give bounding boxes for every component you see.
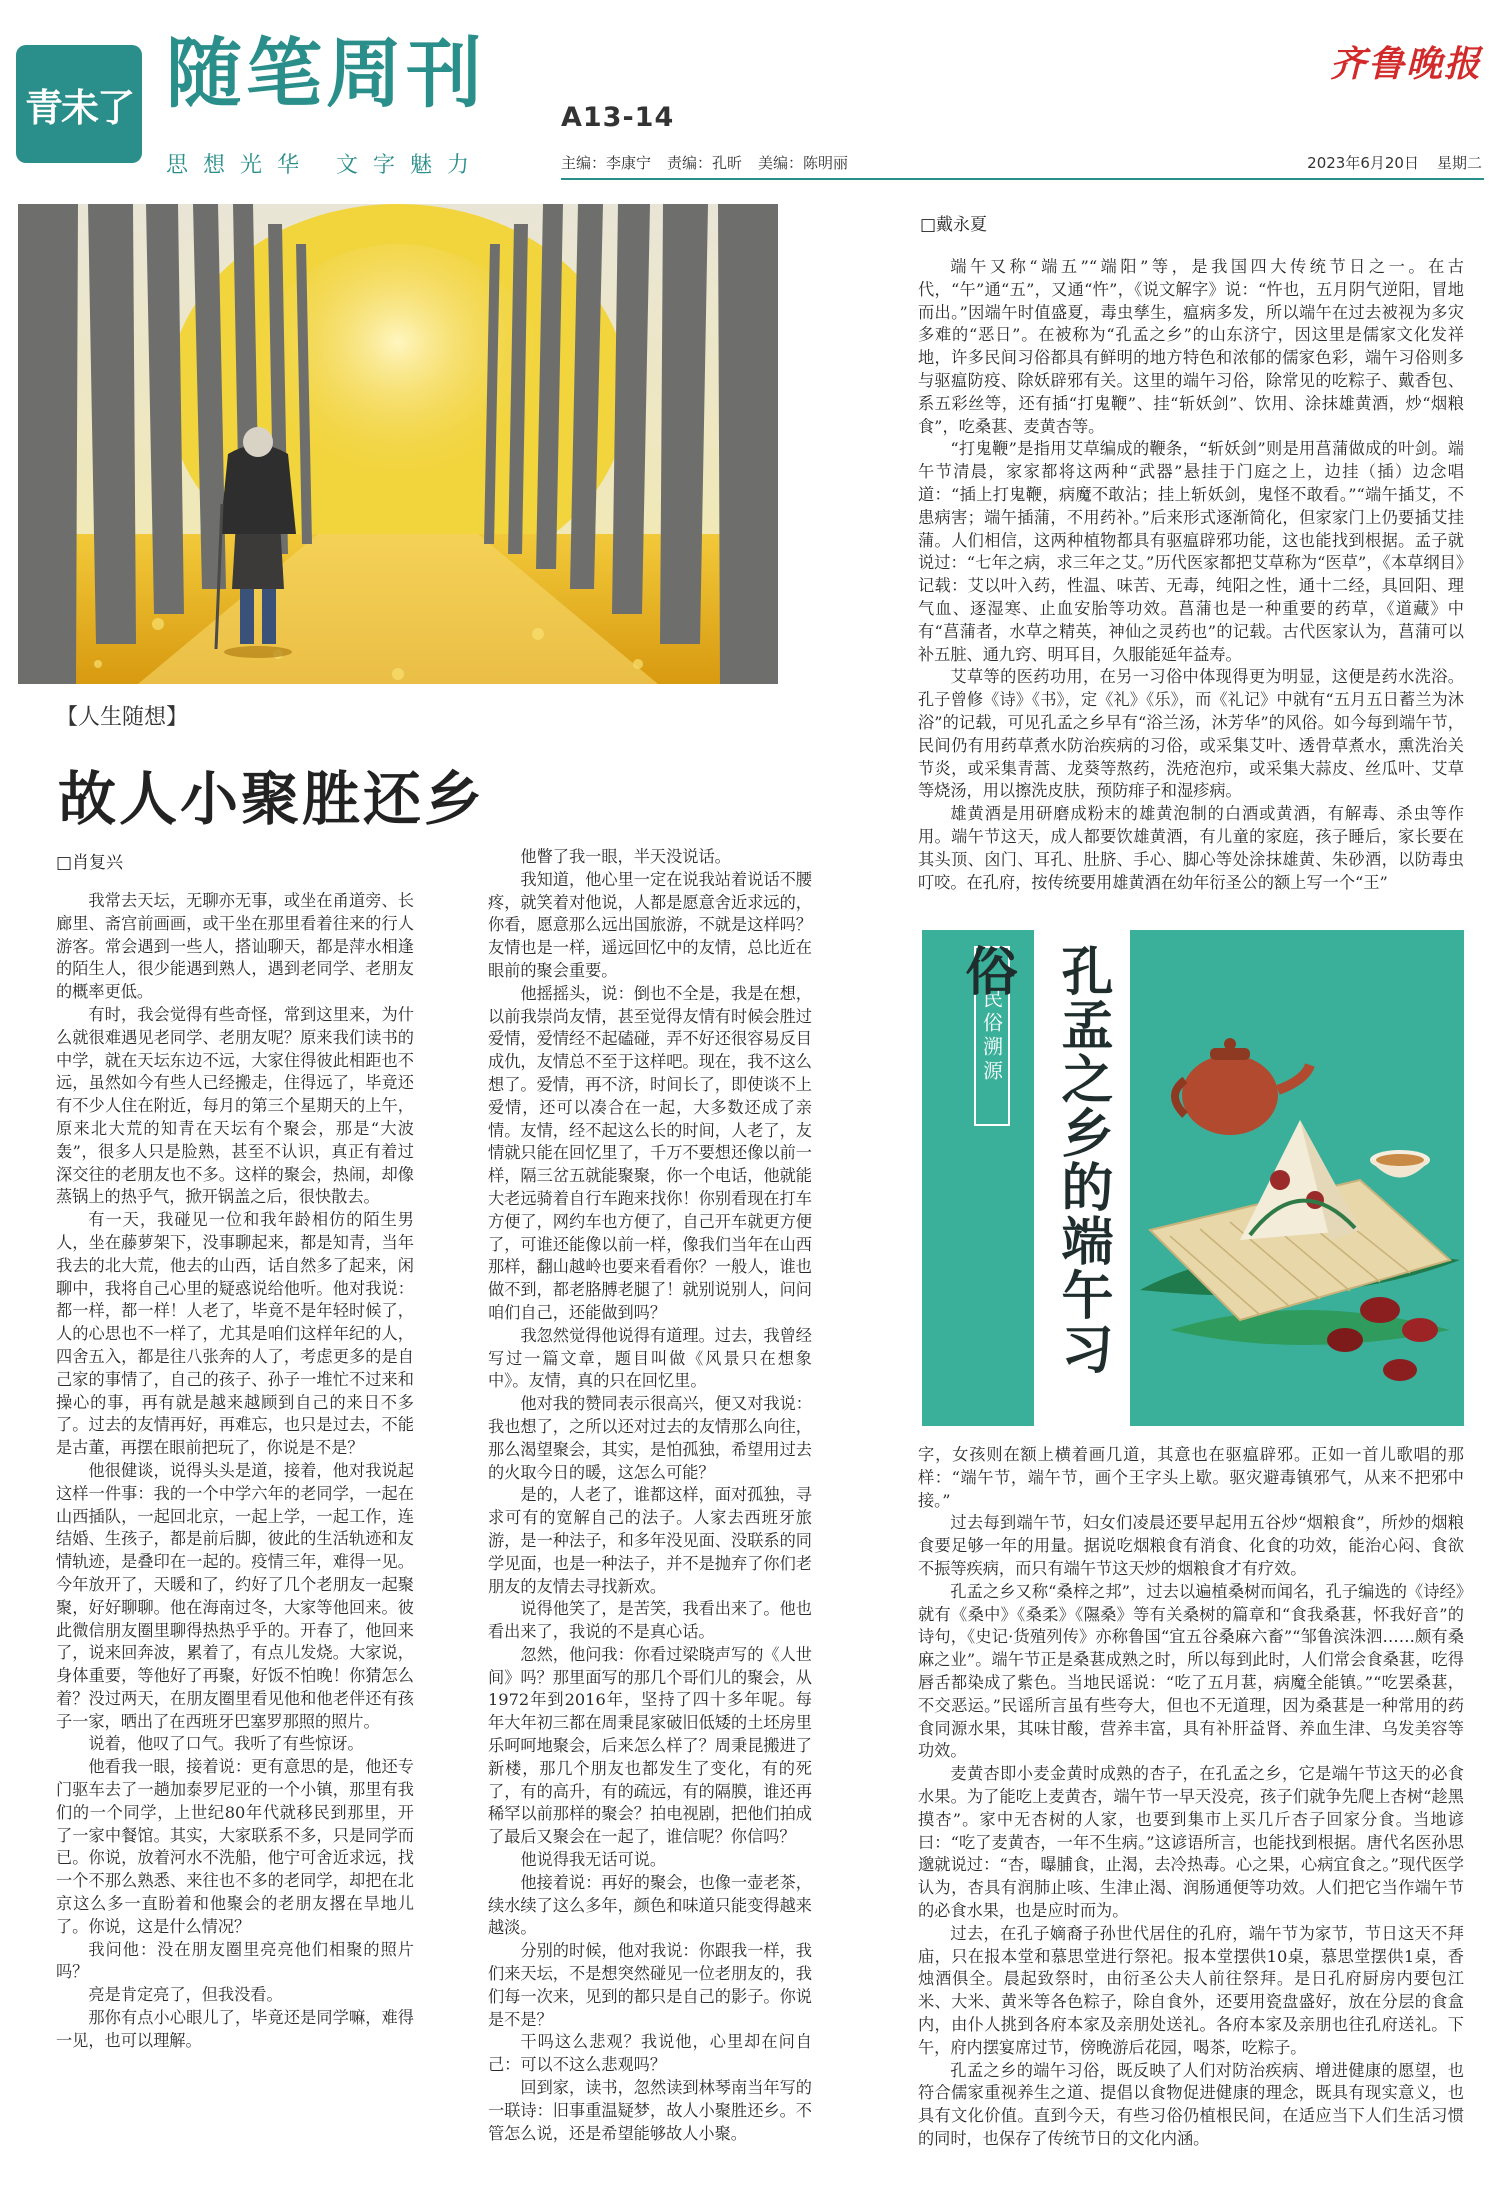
paragraph: 字，女孩则在额上横着画几道，其意也在驱瘟辟邪。正如一首儿歌唱的那样：“端午节，端午节，画个王字头上歇。驱灾避毒镇邪气，从来不把邪中接。” (918, 1445, 1464, 1510)
paragraph: 端午又称“端五”“端阳”等，是我国四大传统节日之一。在古代，“午”通“五”，又通“忤”，《说文解字》说：“忤也，五月阴气逆阳，冒地而出。”因端午时值盛夏，毒虫孳生，瘟病多发，所以端午在过去被视为多灾多难的“恶日”。在被称为“孔孟之乡”的山东济宁，因这里是儒家文化发祥地，许多民间习俗都具有鲜明的地方特色和浓郁的儒家色彩，端午习俗则多与驱瘟防疫、除妖辟邪有关。这里的端午习俗，除常见的吃粽子、戴香包、系五彩丝等，还有插“打鬼鞭”、挂“斩妖剑”、饮用、涂抹雄黄酒，炒“烟粮食”，吃桑葚、麦黄杏等。 (918, 257, 1464, 436)
art-editor: 美编：陈明丽 (758, 154, 849, 172)
section-slogan: 思想光华 文字魅力 (166, 153, 484, 178)
paragraph: 他接着说：再好的聚会，也像一壶老茶，续水续了这么多年，颜色和味道只能变得越来越淡。 (488, 1872, 812, 1938)
paragraph: 他摇摇头，说：倒也不全是，我是在想，以前我崇尚友情，甚至觉得友情有时候会胜过爱情，爱情经不起磕碰，弄不好还很容易反目成仇，友情总不至于这样吧。现在，我不这么想了。爱情，再不济，时间长了，即使谈不上爱情，还可以凑合在一起，大多数还成了亲情。友情，经不起这么长的时间，人老了，友情就只能在回忆里了，千万不要想还像以前一样，隔三岔五就能聚聚，你一个电话，他就能大老远骑着自行车跑来找你！你别看现在打车方便了，网约车也方便了，自己开车就更方便了，可谁还能像以前一样，像我们当年在山西那样，翻山越岭也要来看看你？一般人，谁也做不到，都老胳膊老腿了！就别说别人，问问咱们自己，还能做到吗？ (488, 983, 812, 1322)
paragraph: 他说得我无话可说。 (520, 1850, 667, 1870)
feature-illustration (922, 930, 1464, 1426)
paragraph: 孔孟之乡的端午习俗，既反映了人们对防治疾病、增进健康的愿望，也符合儒家重视养生之道、提倡以食物促进健康的理念，既具有现实意义，也具有文化价值。直到今天，有些习俗仍植根民间，在适应当下人们生活习惯的同时，也保存了传统节日的文化内涵。 (918, 2060, 1464, 2148)
paragraph: 有时，我会觉得有些奇怪，常到这里来，为什么就很难遇见老同学、老朋友呢？原来我们读书的中学，就在天坛东边不远，大家住得彼此相距也不远，虽然如今有些人已经搬走，住得远了，毕竟还有不少人住在附近，每月的第三个星期天的上午，原来北大荒的知青在天坛有个聚会，那是“大波轰”，很多人只是脸熟，甚至不认识，真正有着过深交往的老朋友也不多。这样的聚会，热闹，却像蒸锅上的热乎气，掀开锅盖之后，很快散去。 (56, 1004, 414, 1207)
paragraph: 亮是肯定亮了，但我没看。 (88, 1985, 283, 2005)
article-title: 故人小聚胜还乡 (58, 765, 486, 833)
paragraph: 他看我一眼，接着说：更有意思的是，他还专门驱车去了一趟加泰罗尼亚的一个小镇，那里有我们的一个同学，上世纪80年代就移民到那里，开了一家中餐馆。其实，大家联系不多，只是同学而已。你说，放着河水不洗船，他宁可舍近求远，找一个不那么熟悉、来往也不多的老同学，却把在北京这么多一直盼着和他聚会的老朋友撂在旱地儿了。你说，这是什么情况？ (56, 1757, 414, 1936)
paragraph: 过去每到端午节，妇女们凌晨还要早起用五谷炒“烟粮食”，所炒的烟粮食要足够一年的用量。据说吃烟粮食有消食、化食的功效，能治心闷、食欲不振等疾病，而只有端午节这天炒的烟粮食才有疗效。 (918, 1513, 1464, 1578)
section-title: 随笔周刊 (166, 29, 486, 118)
feature-column-tag: 民俗溯源 (974, 946, 1010, 1126)
paragraph: 麦黄杏即小麦金黄时成熟的杏子，在孔孟之乡，它是端午节这天的必食水果。为了能吃上麦黄杏，端午节一早天没亮，孩子们就争先爬上杏树“趁黑摸杏”。家中无杏树的人家，也要到集市上买几斤杏子回家分食。当地谚曰：“吃了麦黄杏，一年不生病。”这谚语所言，也能找到根据。唐代名医孙思邈就说过：“杏，曝脯食，止渴，去冷热毒。心之果，心病宜食之。”现代医学认为，杏具有润肺止咳、生津止渴、润肠通便等功效。人们把它当作端午节的必食水果，也是应时而为。 (918, 1764, 1464, 1920)
ginkgo-avenue-photo-image (18, 204, 778, 684)
masthead-rule (561, 178, 1484, 180)
paragraph: 他很健谈，说得头头是道，接着，他对我说起这样一件事：我的一个中学六年的老同学，一起在山西插队，一起回北京，一起上学，一起工作，连结婚、生孩子，都是前后脚，彼此的生活轨迹和友情轨迹，是叠印在一起的。疫情三年，难得一见。今年放开了，天暖和了，约好了几个老朋友一起聚聚，好好聊聊。他在海南过冬，大家等他回来。彼此微信朋友圈里聊得热热乎乎的。开春了，他回来了，说来回奔波，累着了，有点儿发烧。大家说，身体重要，等他好了再聚，好饭不怕晚！你猜怎么着？没过两天，在朋友圈里看见他和他老伴还有孩子一家，晒出了在西班牙巴塞罗那照的照片。 (56, 1460, 414, 1731)
masthead (16, 30, 1484, 180)
paragraph: 说得他笑了，是苦笑，我看出来了。他也看出来了，我说的不是真心话。 (488, 1599, 812, 1642)
paragraph: 回到家，读书，忽然读到林琴南当年写的一联诗：旧事重温疑梦，故人小聚胜还乡。不管怎么说，还是希望能够故人小聚。 (488, 2078, 812, 2143)
feature-title: 孔孟之乡的端午习俗 (956, 944, 1113, 1376)
date: 2023年6月20日 (1307, 154, 1419, 172)
chief-editor: 主编：李康宁 (561, 154, 652, 172)
paragraph: 说着，他叹了口气。我听了有些惊讶。 (88, 1734, 364, 1754)
paragraph: 干吗这么悲观？我说他，心里却在问自己：可以不这么悲观吗？ (488, 2032, 812, 2075)
zongzi-tea-illustration (1130, 930, 1464, 1426)
paragraph: 我知道，他心里一定在说我站着说话不腰疼，就笑着对他说，人都是愿意舍近求远的，你看，愿意那么远出国旅游，不就是这样吗？友情也是一样，遥远回忆中的友情，总比近在眼前的聚会重要。 (488, 869, 812, 980)
article-column-1 (56, 890, 414, 2190)
responsible-editor: 责编：孔昕 (667, 154, 743, 172)
article-column-4 (918, 1444, 1464, 2194)
paragraph: 是的，人老了，谁都这样，面对孤独，寻求可有的宽解自己的法子。人家去西班牙旅游，是一种法子，和多年没见面、没联系的同学见面，也是一种法子，并不是抛弃了你们老朋友的友情去寻找新欢。 (488, 1485, 812, 1596)
paragraph: 那你有点小心眼儿了，毕竟还是同学嘛，难得一见，也可以理解。 (56, 2008, 414, 2050)
paragraph: 他对我的赞同表示很高兴，便又对我说：我也想了，之所以还对过去的友情那么向往，那么渴望聚会，其实，是怕孤独，希望用过去的火取今日的暖，这怎么可能？ (488, 1394, 812, 1482)
issue-date (1307, 152, 1482, 173)
article-column-2 (488, 846, 812, 2190)
newspaper-brand-logo: 齐鲁晚报 (1329, 43, 1482, 85)
paragraph: 孔孟之乡又称“桑梓之邦”，过去以遍植桑树而闻名，孔子编选的《诗经》就有《桑中》《桑柔》《隰桑》等有关桑树的篇章和“食我桑葚，怀我好音”的诗句，《史记·货殖列传》亦称鲁国“宜五谷桑麻六畜”“邹鲁滨洙泗……颇有桑麻之业”。端午节正是桑葚成熟之时，所以每到此时，人们常会食桑葚，吃得唇舌都染成了紫色。当地民谣说：“吃了五月葚，病魔全能镇。”“吃罢桑葚，不交恶运。”民谣所言虽有些夸大，但也不无道理，因为桑葚是一种常用的药食同源水果，其味甘酸，营养丰富，具有补肝益肾、养血生津、乌发美容等功效。 (918, 1581, 1464, 1761)
paragraph: 雄黄酒是用研磨成粉末的雄黄泡制的白酒或黄酒，有解毒、杀虫等作用。端午节这天，成人都要饮雄黄酒，有儿童的家庭，孩子睡后，家长要在其头顶、囟门、耳孔、肚脐、手心、脚心等处涂抹雄黄、朱砂酒，以防毒虫叮咬。在孔府，按传统要用雄黄酒在幼年衍圣公的额上写一个“王” (918, 804, 1464, 892)
qingweiliao-logo: 青未了 (16, 45, 142, 163)
page-number: A13-14 (561, 102, 675, 133)
paragraph: 他瞥了我一眼，半天没说话。 (520, 847, 731, 866)
paragraph: 过去，在孔子嫡裔子孙世代居住的孔府，端午节为家节，节日这天不拜庙，只在报本堂和慕思堂进行祭祀。报本堂摆供10桌，慕思堂摆供1桌，香烛酒俱全。晨起致祭时，由衍圣公夫人前往祭拜。是日孔府厨房内要包江米、大米、黄米等各色粽子，除自食外，还要用瓷盘盛好，放在分层的食盒内，由仆人挑到各府本家及亲朋处送礼。各府本家及亲朋也往孔府送礼。下午，府内摆宴席过节，傍晚游后花园，喝茶，吃粽子。 (918, 1923, 1464, 2057)
paragraph: 我常去天坛，无聊亦无事，或坐在甬道旁、长廊里、斋宫前画画，或干坐在那里看着往来的行人游客。常会遇到一些人，搭讪聊天，都是萍水相逢的陌生人，很少能遇到熟人，遇到老同学、老朋友的概率更低。 (56, 891, 414, 1002)
article-column-3 (918, 256, 1464, 926)
article-byline: □戴永夏 (920, 215, 988, 235)
column-tag: 【人生随想】 (56, 705, 189, 730)
article-byline: □肖复兴 (56, 853, 124, 873)
weekday: 星期二 (1436, 154, 1482, 172)
paragraph: “打鬼鞭”是指用艾草编成的鞭条，“斩妖剑”则是用菖蒲做成的叶剑。端午节清晨，家家都将这两种“武器”悬挂于门庭之上，边挂（插）边念唱道：“插上打鬼鞭，病魔不敢沾；挂上斩妖剑，鬼怪不敢看。”“端午插艾，不患病害；端午插蒲，不用药补。”后来形式逐渐简化，但家家门上仍要插艾挂蒲。人们相信，这两种植物都具有驱瘟辟邪功能，这也能找到根据。孟子就说过：“七年之病，求三年之艾。”历代医家都把艾草称为“医草”，《本草纲目》记载：艾以叶入药，性温、味苦、无毒，纯阳之性，通十二经，具回阳、理气血、逐湿寒、止血安胎等功效。菖蒲也是一种重要的药草，《道藏》中有“菖蒲者，水草之精英，神仙之灵药也”的记载。古代医家认为，菖蒲可以补五脏、通九窍、明耳目，久服能延年益寿。 (918, 439, 1464, 664)
paragraph: 有一天，我碰见一位和我年龄相仿的陌生男人，坐在藤萝架下，没事聊起来，都是知青，当年我去的北大荒，他去的山西，话自然多了起来，闲聊中，我将自己心里的疑惑说给他听。他对我说：都一样，都一样！人老了，毕竟不是年轻时候了，人的心思也不一样了，尤其是咱们这样年纪的人，四舍五入，都是往八张奔的人了，考虑更多的是自己家的事情了，自己的孩子、孙子一堆忙不过来和操心的事，再有就是越来越顾到自己的来日不多了。过去的友情再好，再难忘，也只是过去，不能是古董，再摆在眼前把玩了，你说是不是？ (56, 1210, 414, 1458)
paragraph: 我忽然觉得他说得有道理。过去，我曾经写过一篇文章，题目叫做《风景只在想象中》。友情，真的只在回忆里。 (488, 1325, 812, 1391)
ginkgo-avenue-photo (18, 204, 778, 684)
paragraph: 忽然，他问我：你看过梁晓声写的《人世间》吗？那里面写的那几个哥们儿的聚会，从1972年到2016年，坚持了四十多年呢。每年大年初三都在周秉昆家破旧低矮的土坯房里乐呵呵地聚会，后来怎么样了？周秉昆搬进了新楼，那几个朋友也都发生了变化，有的死了，有的高升，有的疏远，有的隔膜，谁还再稀罕以前那样的聚会？拍电视剧，把他们拍成了最后又聚会在一起了，谁信呢？你信吗？ (488, 1644, 812, 1847)
editor-credits (561, 152, 848, 173)
paragraph: 分别的时候，他对我说：你跟我一样，我们来天坛，不是想突然碰见一位老朋友的，我们每一次来，见到的都只是自己的影子。你说是不是？ (488, 1941, 812, 2029)
paragraph: 艾草等的医药功用，在另一习俗中体现得更为明显，这便是药水洗浴。孔子曾修《诗》《书》，定《礼》《乐》，而《礼记》中就有“五月五日蓄兰为沐浴”的记载，可见孔孟之乡早有“浴兰汤，沐芳华”的风俗。如今每到端午节，民间仍有用药草煮水防治疾病的习俗，或采集艾叶、透骨草煮水，熏洗治关节炎，或采集青蒿、龙葵等熬药，洗疮泡疖，或采集大蒜皮、丝瓜叶、艾草等烧汤，用以擦洗皮肤，预防痱子和湿疹病。 (918, 667, 1464, 801)
paragraph: 我问他：没在朋友圈里亮亮他们相聚的照片吗？ (56, 1939, 414, 1982)
